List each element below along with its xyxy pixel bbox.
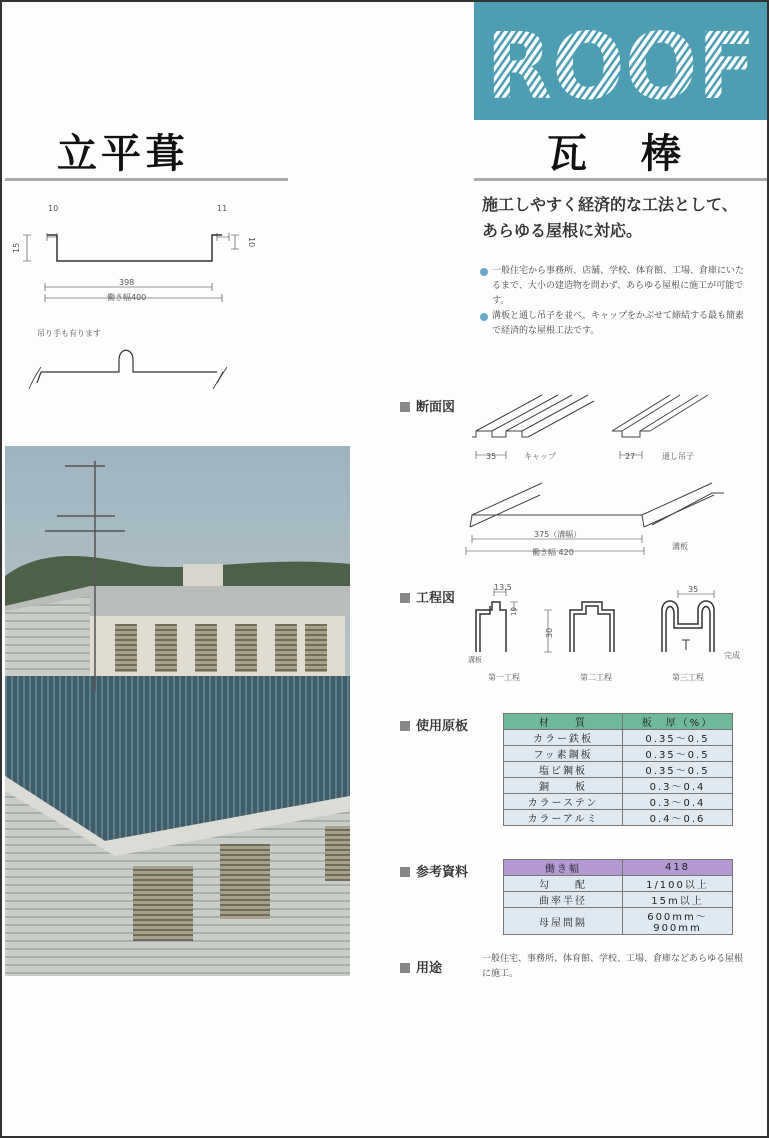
ref-value-cell: 1/100以上 bbox=[623, 876, 733, 892]
material-cell: 銅 板 bbox=[504, 778, 623, 794]
reference-heading: 参考資料 bbox=[400, 861, 468, 880]
dim-10-process-label: 10 bbox=[510, 607, 518, 616]
right-title: 瓦 棒 bbox=[547, 130, 701, 177]
hanger-note: 吊り手も有ります bbox=[37, 329, 101, 338]
clip-label: 通し吊子 bbox=[662, 452, 694, 461]
ref-label-cell: 働き幅 bbox=[504, 860, 623, 876]
table-row bbox=[504, 746, 733, 762]
usage-heading: 用途 bbox=[400, 957, 442, 976]
table-row bbox=[504, 892, 733, 908]
dim-10b-label: 10 bbox=[247, 237, 256, 248]
left-title: 立平葺 bbox=[57, 130, 189, 177]
step3-label: 第三工程 bbox=[672, 673, 704, 682]
step1-label: 第一工程 bbox=[488, 673, 520, 682]
table-row bbox=[504, 876, 733, 892]
pan-label: 溝板 bbox=[672, 542, 688, 551]
ref-label-cell: 曲率半径 bbox=[504, 892, 623, 908]
thickness-col-header: 板 厚（%） bbox=[623, 714, 733, 730]
roof-logo-box bbox=[474, 2, 769, 120]
table-row bbox=[504, 794, 733, 810]
material-cell: フッ素鋼板 bbox=[504, 746, 623, 762]
bullet-item: 一般住宅から事務所、店舗、学校、体育館、工場、倉庫にいたるまで、大小の建造物を問わず、あらゆる屋根に施工が可能です。 bbox=[480, 264, 745, 309]
heading-square-icon bbox=[400, 593, 410, 603]
usage-text: 一般住宅、事務所、体育館、学校、工場、倉庫などあらゆる屋根に施工。 bbox=[482, 954, 744, 979]
process-diagram bbox=[462, 580, 747, 690]
dim-11-label: 11 bbox=[217, 204, 228, 213]
step2-label: 第二工程 bbox=[580, 673, 612, 682]
table-row bbox=[504, 860, 733, 876]
work-width-label: 働き幅400 bbox=[107, 293, 147, 302]
thickness-cell: 0.4〜0.6 bbox=[623, 810, 733, 826]
materials-table bbox=[503, 713, 733, 826]
material-cell: カラー鉄板 bbox=[504, 730, 623, 746]
roof-logo bbox=[484, 24, 764, 104]
dim-35-label: 35 bbox=[688, 585, 699, 594]
lead-text bbox=[482, 192, 752, 244]
table-row bbox=[504, 908, 733, 935]
reference-table bbox=[503, 859, 733, 935]
thickness-cell: 0.35〜0.5 bbox=[623, 762, 733, 778]
material-cell: カラーアルミ bbox=[504, 810, 623, 826]
material-col-header: 材 質 bbox=[504, 714, 623, 730]
cap-label: キャップ bbox=[524, 452, 556, 461]
process-pan-label: 溝板 bbox=[468, 656, 482, 664]
bullet-item: 溝板と通し吊子を並べ、キャップをかぶせて締結する最も簡素で経済的な屋根工法です。 bbox=[480, 309, 745, 339]
work-width-420-label: 働き幅 420 bbox=[532, 548, 574, 557]
lead-line-1: 施工しやすく経済的な工法として、 bbox=[482, 195, 738, 214]
heading-square-icon bbox=[400, 721, 410, 731]
cap-dim-label: 35 bbox=[486, 452, 497, 461]
right-title-rule bbox=[474, 178, 769, 181]
lead-line-2: あらゆる屋根に対応。 bbox=[482, 221, 643, 240]
completed-label: 完成 bbox=[724, 651, 740, 660]
table-row bbox=[504, 762, 733, 778]
heading-square-icon bbox=[400, 867, 410, 877]
thickness-cell: 0.35〜0.5 bbox=[623, 746, 733, 762]
table-header-row bbox=[504, 714, 733, 730]
roof-brand-text: ROOF bbox=[486, 24, 756, 104]
dim-30-label: 30 bbox=[545, 627, 554, 638]
dim-13-5-label: 13.5 bbox=[494, 583, 512, 592]
dim-10-label: 10 bbox=[48, 204, 59, 213]
table-row bbox=[504, 730, 733, 746]
table-row bbox=[504, 778, 733, 794]
left-title-rule bbox=[5, 178, 288, 181]
thickness-cell: 0.3〜0.4 bbox=[623, 778, 733, 794]
material-cell: 塩ビ鋼板 bbox=[504, 762, 623, 778]
table-row bbox=[504, 810, 733, 826]
materials-heading: 使用原板 bbox=[400, 715, 468, 734]
ref-value-cell: 418 bbox=[623, 860, 733, 876]
ref-label-cell: 母屋間隔 bbox=[504, 908, 623, 935]
feature-bullets bbox=[480, 264, 745, 339]
cross-section-diagram bbox=[462, 387, 732, 567]
groove-width-label: 375（溝幅） bbox=[534, 530, 582, 539]
process-heading: 工程図 bbox=[400, 587, 455, 606]
roof-photo bbox=[5, 446, 350, 976]
thickness-cell: 0.35〜0.5 bbox=[623, 730, 733, 746]
dim-15-label: 15 bbox=[12, 242, 21, 253]
standing-seam-profile-diagram bbox=[7, 197, 287, 397]
ref-label-cell: 勾 配 bbox=[504, 876, 623, 892]
dim-398-label: 398 bbox=[119, 278, 135, 287]
heading-square-icon bbox=[400, 963, 410, 973]
ref-value-cell: 600mm〜900mm bbox=[623, 908, 733, 935]
heading-square-icon bbox=[400, 402, 410, 412]
clip-dim-label: 27 bbox=[625, 452, 636, 461]
cross-section-heading: 断面図 bbox=[400, 396, 455, 415]
ref-value-cell: 15m以上 bbox=[623, 892, 733, 908]
material-cell: カラーステン bbox=[504, 794, 623, 810]
thickness-cell: 0.3〜0.4 bbox=[623, 794, 733, 810]
